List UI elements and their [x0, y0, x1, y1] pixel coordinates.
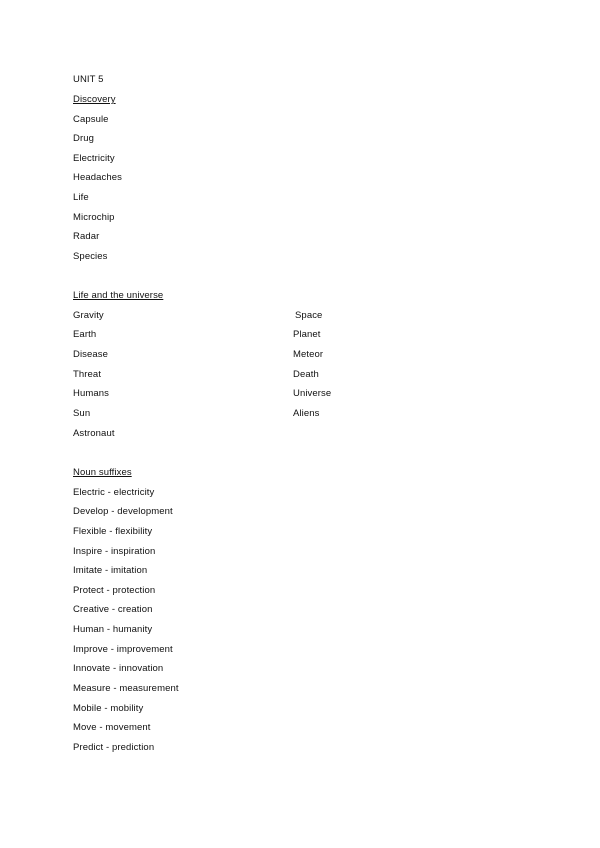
life-universe-word-left: Earth: [73, 329, 97, 340]
noun-suffix-pair: Human - humanity: [73, 624, 153, 635]
discovery-word: Electricity: [73, 153, 115, 164]
discovery-word: Radar: [73, 231, 100, 242]
life-universe-word-right: Death: [293, 369, 319, 380]
noun-suffix-pair: Measure - measurement: [73, 683, 179, 694]
noun-suffix-pair: Protect - protection: [73, 585, 156, 596]
life-universe-word-right: Aliens: [293, 408, 320, 419]
unit-title: UNIT 5: [73, 74, 104, 85]
discovery-word: Headaches: [73, 172, 122, 183]
discovery-word: Drug: [73, 133, 94, 144]
discovery-heading: Discovery: [73, 94, 116, 105]
life-universe-word-left: Disease: [73, 349, 109, 360]
life-universe-word-right: Meteor: [293, 349, 324, 360]
discovery-word: Life: [73, 192, 89, 203]
noun-suffix-pair: Develop - development: [73, 506, 173, 517]
life-universe-word-left: Gravity: [73, 310, 104, 321]
life-universe-word-left: Humans: [73, 388, 109, 399]
noun-suffix-pair: Improve - improvement: [73, 644, 173, 655]
life-universe-word-right: Space: [295, 310, 323, 321]
life-universe-word-left: Sun: [73, 408, 91, 419]
noun-suffix-pair: Move - movement: [73, 722, 151, 733]
life-universe-heading: Life and the universe: [73, 290, 164, 301]
noun-suffix-pair: Predict - prediction: [73, 742, 155, 753]
discovery-word: Capsule: [73, 114, 109, 125]
life-universe-word-left: Threat: [73, 369, 102, 380]
life-universe-word-right: Universe: [293, 388, 332, 399]
noun-suffix-pair: Inspire - inspiration: [73, 546, 156, 557]
life-universe-word-right: Planet: [293, 329, 321, 340]
noun-suffix-pair: Electric - electricity: [73, 487, 155, 498]
noun-suffix-pair: Innovate - innovation: [73, 663, 164, 674]
life-universe-word-left: Astronaut: [73, 428, 115, 439]
noun-suffix-pair: Flexible - flexibility: [73, 526, 153, 537]
noun-suffix-pair: Imitate - imitation: [73, 565, 148, 576]
noun-suffix-pair: Creative - creation: [73, 604, 153, 615]
noun-suffix-pair: Mobile - mobility: [73, 703, 144, 714]
noun-suffixes-heading: Noun suffixes: [73, 467, 132, 478]
discovery-word: Microchip: [73, 212, 115, 223]
discovery-word: Species: [73, 251, 108, 262]
